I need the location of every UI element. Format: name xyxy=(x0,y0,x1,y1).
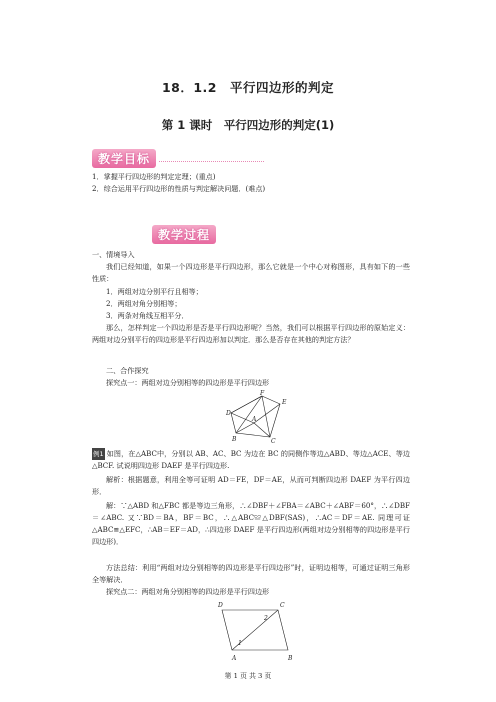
label-d: D xyxy=(218,602,223,609)
exploration-heading: 探究点二：两组对角分别相等的四边形是平行四边形 xyxy=(106,587,270,596)
example-tag: 例1 xyxy=(93,450,104,458)
goals-badge-divider xyxy=(159,155,264,162)
example-paragraph xyxy=(92,448,410,472)
section-heading: 二、合作探究 xyxy=(106,366,149,375)
page-title: 18．1.2 平行四边形的判定 xyxy=(161,80,335,95)
goal-item: 1．掌握平行四边形的判定定理；(重点) xyxy=(92,172,216,181)
label-e: E xyxy=(282,399,287,406)
analysis-paragraph: 解析：根据题意，利用全等可证明 AD＝FE，DF＝AE，从而可判断四边形 DAEF 为平行四边形． xyxy=(92,475,410,496)
goals-badge-label: 教学目标 xyxy=(92,149,156,168)
goals-badge xyxy=(92,148,264,168)
intro-paragraph: 我们已经知道，如果一个四边形是平行四边形，那么它就是一个中心对称图形，具有如下的一些性质： xyxy=(92,262,410,283)
label-d: D xyxy=(226,410,231,417)
label-b: B xyxy=(232,436,237,443)
goal-item: 2．综合运用平行四边形的性质与判定解决问题．(难点) xyxy=(92,184,266,193)
page-footer: 第 1 页 共 3 页 xyxy=(224,672,272,680)
section-heading: 一、情境导入 xyxy=(92,250,135,259)
angle-label-2: 2 xyxy=(264,615,268,622)
angle-label-1: 1 xyxy=(238,640,242,647)
question-paragraph: 那么，怎样判定一个四边形是否是平行四边形呢？当然，我们可以根据平行四边形的原始定义：两组对边分别平行的四边形是平行四边形加以判定．那么是否存在其他的判定方法？ xyxy=(92,323,410,344)
label-f: F xyxy=(260,390,265,397)
process-badge-label: 教学过程 xyxy=(152,225,216,244)
label-c: C xyxy=(280,602,285,609)
figure-hexagon-diagram xyxy=(218,389,298,445)
label-b: B xyxy=(288,655,293,662)
example-text: 如图，在△ABC中，分别以 AB、AC、BC 为边在 BC 的同侧作等边△ABD、等边△ACE、等边△BCF. 试说明四边形 DAEF 是平行四边形. xyxy=(92,449,410,470)
property-item: 3．两条对角线互相平分． xyxy=(106,311,189,320)
process-badge xyxy=(152,224,232,244)
solution-paragraph: 解：∵△ABD 和△FBC 都是等边三角形，∴∠DBF＋∠FBA＝∠ABC＋∠ABF＝60°，∴∠DBF＝∠ABC. 又∵BD＝BA，BF＝BC，∴△ABC≌△DBF(SAS)，∴AC＝DF＝AE. 同理可证△ABC≌△EFC，∴AB＝EF＝AD，∴四边形 DAEF 是平行四边形(两组对边分别相等的四边形是平行四边形)． xyxy=(92,501,410,546)
label-a: A xyxy=(252,416,257,423)
property-item: 1．两组对边分别平行且相等； xyxy=(106,287,203,296)
figure-parallelogram-diagram xyxy=(202,598,298,664)
exploration-heading: 探究点一：两组对边分别相等的四边形是平行四边形 xyxy=(106,378,270,387)
page-subtitle: 第 1 课时 平行四边形的判定(1) xyxy=(161,118,335,132)
label-c: C xyxy=(271,438,276,445)
label-a: A xyxy=(232,655,237,662)
method-paragraph: 方法总结：利用“两组对边分别相等的四边形是平行四边形”时，证明边相等，可通过证明三角形全等解决． xyxy=(92,563,410,584)
property-item: 2．两组对角分别相等； xyxy=(106,299,182,308)
